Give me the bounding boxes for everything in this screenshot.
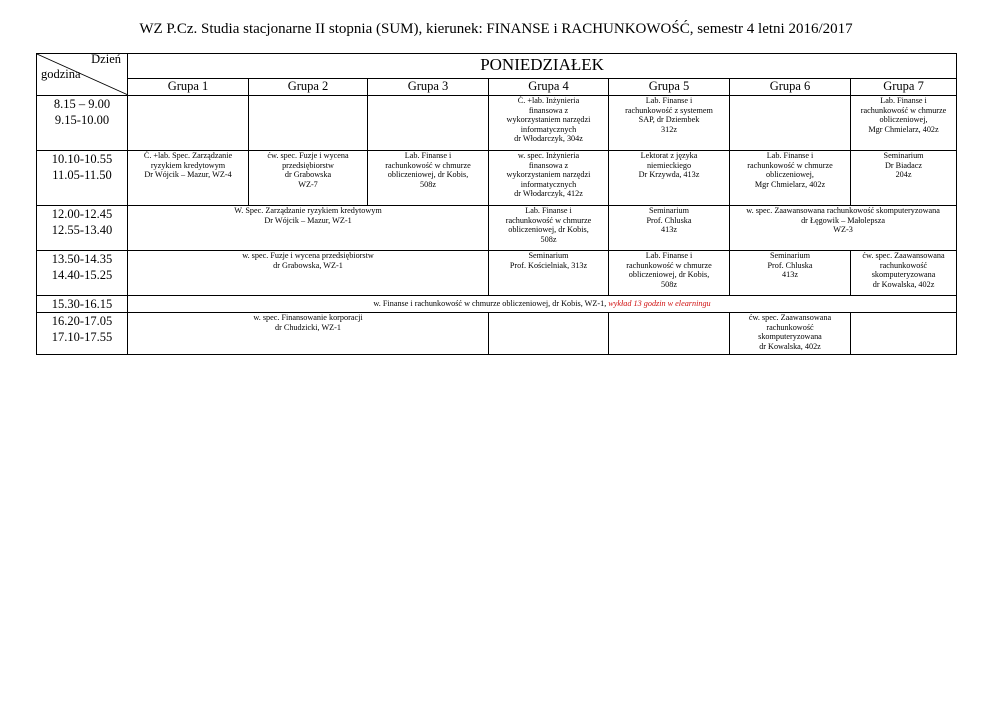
group-header: Grupa 2 — [249, 78, 368, 95]
group-header: Grupa 6 — [730, 78, 851, 95]
header-row-day — [37, 54, 957, 79]
slot-g5 — [609, 151, 730, 206]
page-title: WZ P.Cz. Studia stacjonarne II stopnia (SUM), kierunek: FINANSE i RACHUNKOWOŚĆ, semestr 4 letni 2016/2017 — [139, 21, 853, 37]
time-label: 11.05-11.50 — [52, 168, 112, 182]
slot-g3 — [368, 151, 489, 206]
slot-text-line: rachunkowość w chmurze — [626, 260, 712, 270]
slot-g6 — [730, 313, 851, 355]
slot-text-line: Lab. Finanse i — [645, 96, 693, 105]
hour-label: godzina — [41, 67, 81, 81]
slot-empty — [489, 313, 609, 355]
time-cell — [37, 151, 128, 206]
slot-text-line: 204z — [895, 170, 912, 180]
time-block — [37, 313, 957, 355]
slot-text-line: Lab. Finanse i — [880, 96, 927, 105]
time-cell — [37, 96, 128, 151]
time-label: 9.15-10.00 — [54, 113, 110, 127]
slot-text-line: rachunkowość — [766, 322, 814, 332]
time-label: 15.30-16.15 — [51, 297, 113, 311]
slot-text-line: dr Kowalska, 402z — [872, 279, 935, 289]
slot-text-line: dr Kowalska, 402z — [759, 341, 821, 351]
slot-all-groups — [128, 296, 957, 313]
slot-text-line: w. spec. Finansowanie korporacji — [253, 313, 363, 322]
time-label: 8.15 – 9.00 — [53, 97, 111, 111]
slot-text-line: obliczeniowej, — [879, 115, 928, 125]
slot-text-line: WZ-3 — [833, 225, 853, 235]
slot-text-line: dr Włodarczyk, 412z — [514, 189, 583, 199]
slot-g6-g7 — [730, 206, 957, 251]
slot-g5 — [609, 251, 730, 296]
slot-g1-g3 — [128, 251, 489, 296]
slot-text-line: ryzykiem kredytowym — [150, 160, 226, 170]
slot-text-line: Dr Krzywda, 413z — [638, 170, 700, 180]
slot-text-line: dr Włodarczyk, 304z — [514, 134, 583, 144]
time-cell — [37, 296, 128, 313]
elearning-note: wykład 13 godzin w elearningu — [608, 299, 711, 309]
slot-text-line: Seminarium — [769, 251, 811, 260]
slot-g6 — [730, 151, 851, 206]
slot-empty — [730, 96, 851, 151]
slot-text-line: Lab. Finanse i — [404, 151, 452, 160]
time-label: 14.40-15.25 — [51, 268, 113, 282]
slot-text-line: rachunkowość w chmurze — [505, 215, 592, 225]
slot-text-line: Lab. Finanse i — [766, 151, 814, 160]
slot-text-line: Lab. Finanse i — [645, 251, 693, 260]
slot-text-line: Prof. Chluska — [646, 215, 692, 225]
time-label: 12.55-13.40 — [51, 223, 113, 237]
slot-text-line: 508z — [661, 279, 677, 289]
slot-text-line: 413z — [782, 270, 798, 280]
slot-g4 — [489, 251, 609, 296]
slot-text-line: Ć. +lab. Inżynieria — [517, 96, 580, 105]
slot-g4 — [489, 206, 609, 251]
slot-text-line: ćw. spec. Zaawansowana — [862, 251, 945, 260]
slot-g7 — [851, 251, 957, 296]
slot-text-line: SAP, dr Dziembek — [638, 115, 700, 125]
time-label: 13.50-14.35 — [51, 252, 113, 266]
slot-empty — [128, 96, 249, 151]
slot-g4 — [489, 151, 609, 206]
slot-text-line: Dr Wójcik – Mazur, WZ-1 — [264, 215, 352, 225]
slot-text-line: przedsiębiorstw — [282, 160, 334, 170]
slot-text-line: rachunkowość w chmurze — [385, 160, 471, 170]
slot-text-line: obliczeniowej, — [766, 170, 814, 180]
slot-text-line: informatycznych — [520, 124, 577, 134]
slot-text-line: Dr Biadacz — [885, 160, 923, 170]
slot-text-line: dr Grabowska — [284, 170, 332, 180]
slot-text-line: dr Chudzicki, WZ-1 — [274, 322, 341, 332]
time-label: 10.10-10.55 — [51, 152, 113, 166]
slot-g6 — [730, 251, 851, 296]
time-block — [37, 96, 957, 151]
slot-text-line: dr Łęgowik – Małolepsza — [801, 215, 885, 225]
time-block — [37, 206, 957, 251]
slot-text-line: W. Spec. Zarządzanie ryzykiem kredytowym — [234, 206, 382, 215]
time-block — [37, 151, 957, 206]
slot-g2 — [249, 151, 368, 206]
slot-text-line: obliczeniowej, dr Kobis, — [508, 225, 589, 235]
slot-text-line: Lektorat z języka — [640, 151, 698, 160]
group-header: Grupa 1 — [128, 78, 249, 95]
slot-text-line: 312z — [661, 124, 677, 134]
slot-empty — [249, 96, 368, 151]
day-label: Dzień — [91, 52, 121, 66]
group-header: Grupa 7 — [851, 78, 957, 95]
slot-text-line: niemieckiego — [646, 160, 692, 170]
slot-text-line: Seminarium — [528, 251, 569, 260]
slot-text-line: informatycznych — [520, 179, 577, 189]
slot-text-line: w. spec. Inżynieria — [517, 151, 580, 160]
lecture-text: w. Finanse i rachunkowość w chmurze obliczeniowej, dr Kobis, WZ-1, — [373, 299, 607, 309]
time-cell — [37, 251, 128, 296]
slot-empty — [368, 96, 489, 151]
group-header: Grupa 3 — [368, 78, 489, 95]
time-label: 16.20-17.05 — [51, 314, 113, 328]
slot-text-line: Seminarium — [883, 151, 924, 160]
slot-text-line: rachunkowość z systemem — [625, 105, 713, 115]
slot-g4 — [489, 96, 609, 151]
slot-text-line: ćw. spec. Zaawansowana — [748, 313, 832, 322]
slot-text-line: Ć. +lab. Spec. Zarządzanie — [143, 151, 233, 160]
slot-text-line: finansowa z — [528, 160, 569, 170]
day-heading: PONIEDZIAŁEK — [128, 54, 957, 79]
slot-text-line: Seminarium — [648, 206, 690, 215]
slot-text-line: rachunkowość w chmurze — [747, 160, 833, 170]
time-block — [37, 296, 957, 313]
time-cell — [37, 206, 128, 251]
slot-text-line: Mgr Chmielarz, 402z — [754, 179, 826, 189]
slot-text-line: w. spec. Fuzje i wycena przedsiębiorstw — [242, 251, 374, 260]
header-row-groups — [37, 78, 957, 95]
slot-text-line: wykorzystaniem narzędzi — [506, 115, 591, 125]
slot-text-line: Lab. Finanse i — [525, 206, 572, 215]
time-label: 17.10-17.55 — [51, 330, 113, 344]
slot-g1-g3 — [128, 206, 489, 251]
time-label: 12.00-12.45 — [51, 207, 113, 221]
slot-g7 — [851, 96, 957, 151]
slot-text-line: rachunkowość — [879, 260, 928, 270]
slot-text-line: Mgr Chmielarz, 402z — [868, 124, 939, 134]
slot-text-line: Prof. Kościelniak, 313z — [509, 260, 588, 270]
time-cell — [37, 313, 128, 355]
group-header: Grupa 5 — [609, 78, 730, 95]
corner-cell — [37, 54, 128, 96]
schedule-table — [36, 53, 957, 355]
slot-empty — [609, 313, 730, 355]
slot-text-line: 508z — [420, 179, 436, 189]
slot-empty — [851, 313, 957, 355]
slot-text-line: skomputeryzowana — [758, 332, 822, 342]
slot-text-line: dr Grabowska, WZ-1 — [273, 260, 343, 270]
slot-text-line: Dr Wójcik – Mazur, WZ-4 — [144, 170, 232, 180]
slot-text-line: wykorzystaniem narzędzi — [506, 170, 591, 180]
slot-text-line: WZ-7 — [298, 179, 318, 189]
slot-text-line: skomputeryzowana — [871, 270, 936, 280]
slot-text-line: finansowa z — [528, 105, 569, 115]
slot-text-line: ćw. spec. Fuzje i wycena — [267, 151, 349, 160]
slot-text-line: rachunkowość w chmurze — [860, 105, 947, 115]
slot-text-line: obliczeniowej, dr Kobis, — [628, 270, 710, 280]
slot-g5 — [609, 96, 730, 151]
slot-text-line: w. spec. Zaawansowana rachunkowość skomputeryzowana — [746, 206, 940, 215]
slot-text-line: obliczeniowej, dr Kobis, — [387, 170, 469, 180]
slot-g5 — [609, 206, 730, 251]
time-block — [37, 251, 957, 296]
slot-g7 — [851, 151, 957, 206]
slot-text-line: Prof. Chluska — [767, 260, 813, 270]
slot-g1-g3 — [128, 313, 489, 355]
group-header: Grupa 4 — [489, 78, 609, 95]
slot-text-line: 413z — [661, 225, 677, 235]
slot-text-line: 508z — [540, 234, 557, 244]
slot-g1 — [128, 151, 249, 206]
